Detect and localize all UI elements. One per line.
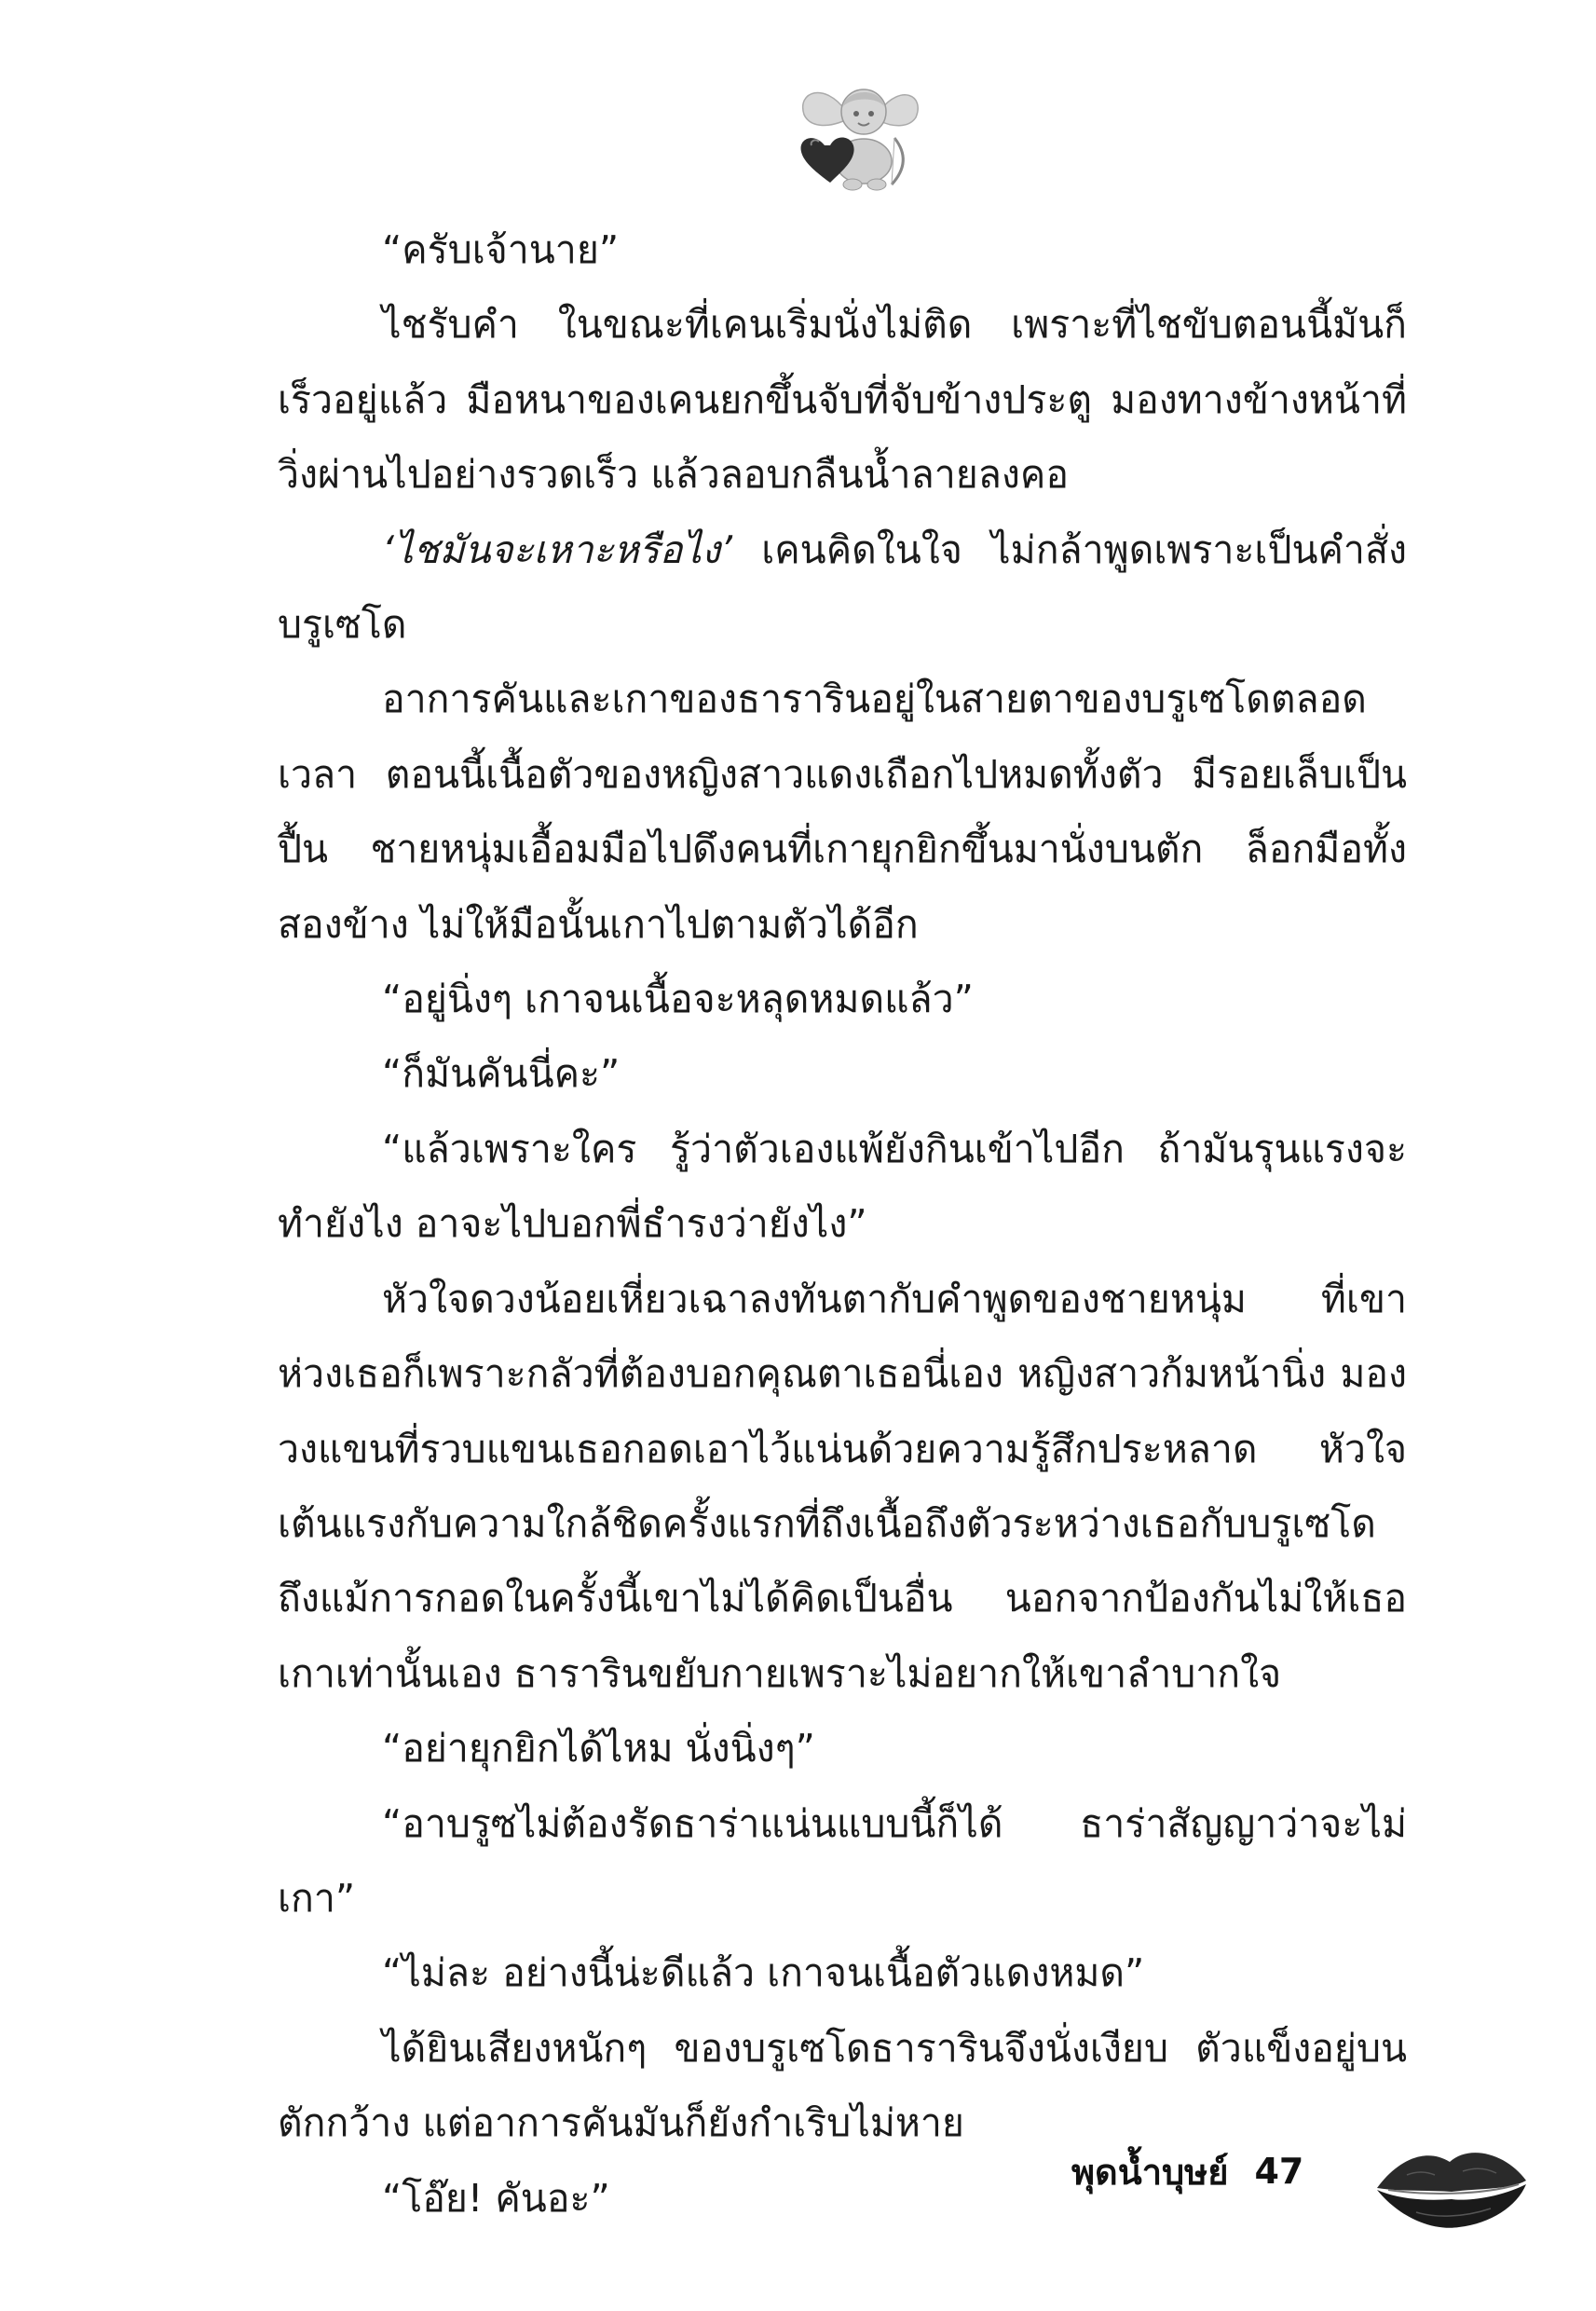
paragraph: ได้ยินเสียงหนักๆ ของบรูเซโดธารารินจึงนั่งเงียบ ตัวแข็งอยู่บนตักกว้าง แต่อาการคันมันก็ยังกำเริบไม่หาย — [278, 2025, 1407, 2146]
paragraph: “อย่ายุกยิกได้ไหม นั่งนิ่งๆ” — [382, 1726, 815, 1771]
paragraph: “ก็มันคันนี่คะ” — [382, 1051, 621, 1097]
cupid-with-heart-icon — [787, 73, 927, 194]
book-title: พุดน้ำบุษย์ — [1071, 2151, 1229, 2193]
paragraph: “ไม่ละ อย่างนี้น่ะดีแล้ว เกาจนเนื้อตัวแดงหมด” — [382, 1950, 1145, 1996]
page-footer — [1071, 2143, 1303, 2199]
paragraph: ไชรับคำ ในขณะที่เคนเริ่มนั่งไม่ติด เพราะที่ไชขับตอนนี้มันก็เร็วอยู่แล้ว มือหนาของเคนยกขึ้นจับที่จับข้างประตู มองทางข้างหน้าที่วิ่งผ่านไปอย่างรวดเร็ว แล้วลอบกลืนน้ำลายลงคอ — [278, 302, 1407, 498]
paragraph: หัวใจดวงน้อยเหี่ยวเฉาลงทันตากับคำพูดของชายหนุ่ม ที่เขาห่วงเธอก็เพราะกลัวที่ต้องบอกคุณตาเธอนี่เอง หญิงสาวก้มหน้านิ่ง มองวงแขนที่รวบแขนเธอกอดเอาไว้แน่นด้วยความรู้สึกประหลาด หัวใจเต้นแรงกับความใกล้ชิดครั้งแรกที่ถึงเนื้อถึงตัวระหว่างเธอกับบรูเซโด ถึงแม้การกอดในครั้งนี้เขาไม่ได้คิดเป็นอื่น นอกจากป้องกันไม่ให้เธอเกาเท่านั้นเอง ธารารินขยับกายเพราะไม่อยากให้เขาลำบากใจ — [278, 1276, 1407, 1696]
paragraph: “โอ๊ย! คันอะ” — [382, 2175, 610, 2221]
page-number: 47 — [1254, 2151, 1304, 2192]
paragraph: “อาบรูซไม่ต้องรัดธาร่าแน่นแบบนี้ก็ได้ ธาร่าสัญญาว่าจะไม่เกา” — [278, 1800, 1407, 1921]
story-body — [278, 212, 1407, 2236]
paragraph: “อยู่นิ่งๆ เกาจนเนื้อจะหลุดหมดแล้ว” — [382, 977, 974, 1022]
paragraph — [278, 513, 1407, 663]
lips-kiss-icon — [1370, 2134, 1533, 2236]
inner-thought: ‘ไชมันจะเหาะหรือไง’ — [382, 526, 733, 572]
paragraph-text: เคนคิดในใจ ไม่กล้าพูดเพราะเป็นคำสั่งบรูเซโด — [278, 526, 1407, 648]
paragraph: อาการคันและเกาของธารารินอยู่ในสายตาของบรูเซโดตลอดเวลา ตอนนี้เนื้อตัวของหญิงสาวแดงเถือกไปหมดทั้งตัว มีรอยเล็บเป็นปื้น ชายหนุ่มเอื้อมมือไปดึงคนที่เกายุกยิกขึ้นมานั่งบนตัก ล็อกมือทั้งสองข้าง ไม่ให้มือนั้นเกาไปตามตัวได้อีก — [278, 677, 1407, 947]
paragraph: “แล้วเพราะใคร รู้ว่าตัวเองแพ้ยังกินเข้าไปอีก ถ้ามันรุนแรงจะทำยังไง อาจะไปบอกพี่ธำรงว่ายังไง” — [278, 1126, 1407, 1247]
paragraph: “ครับเจ้านาย” — [382, 227, 620, 272]
